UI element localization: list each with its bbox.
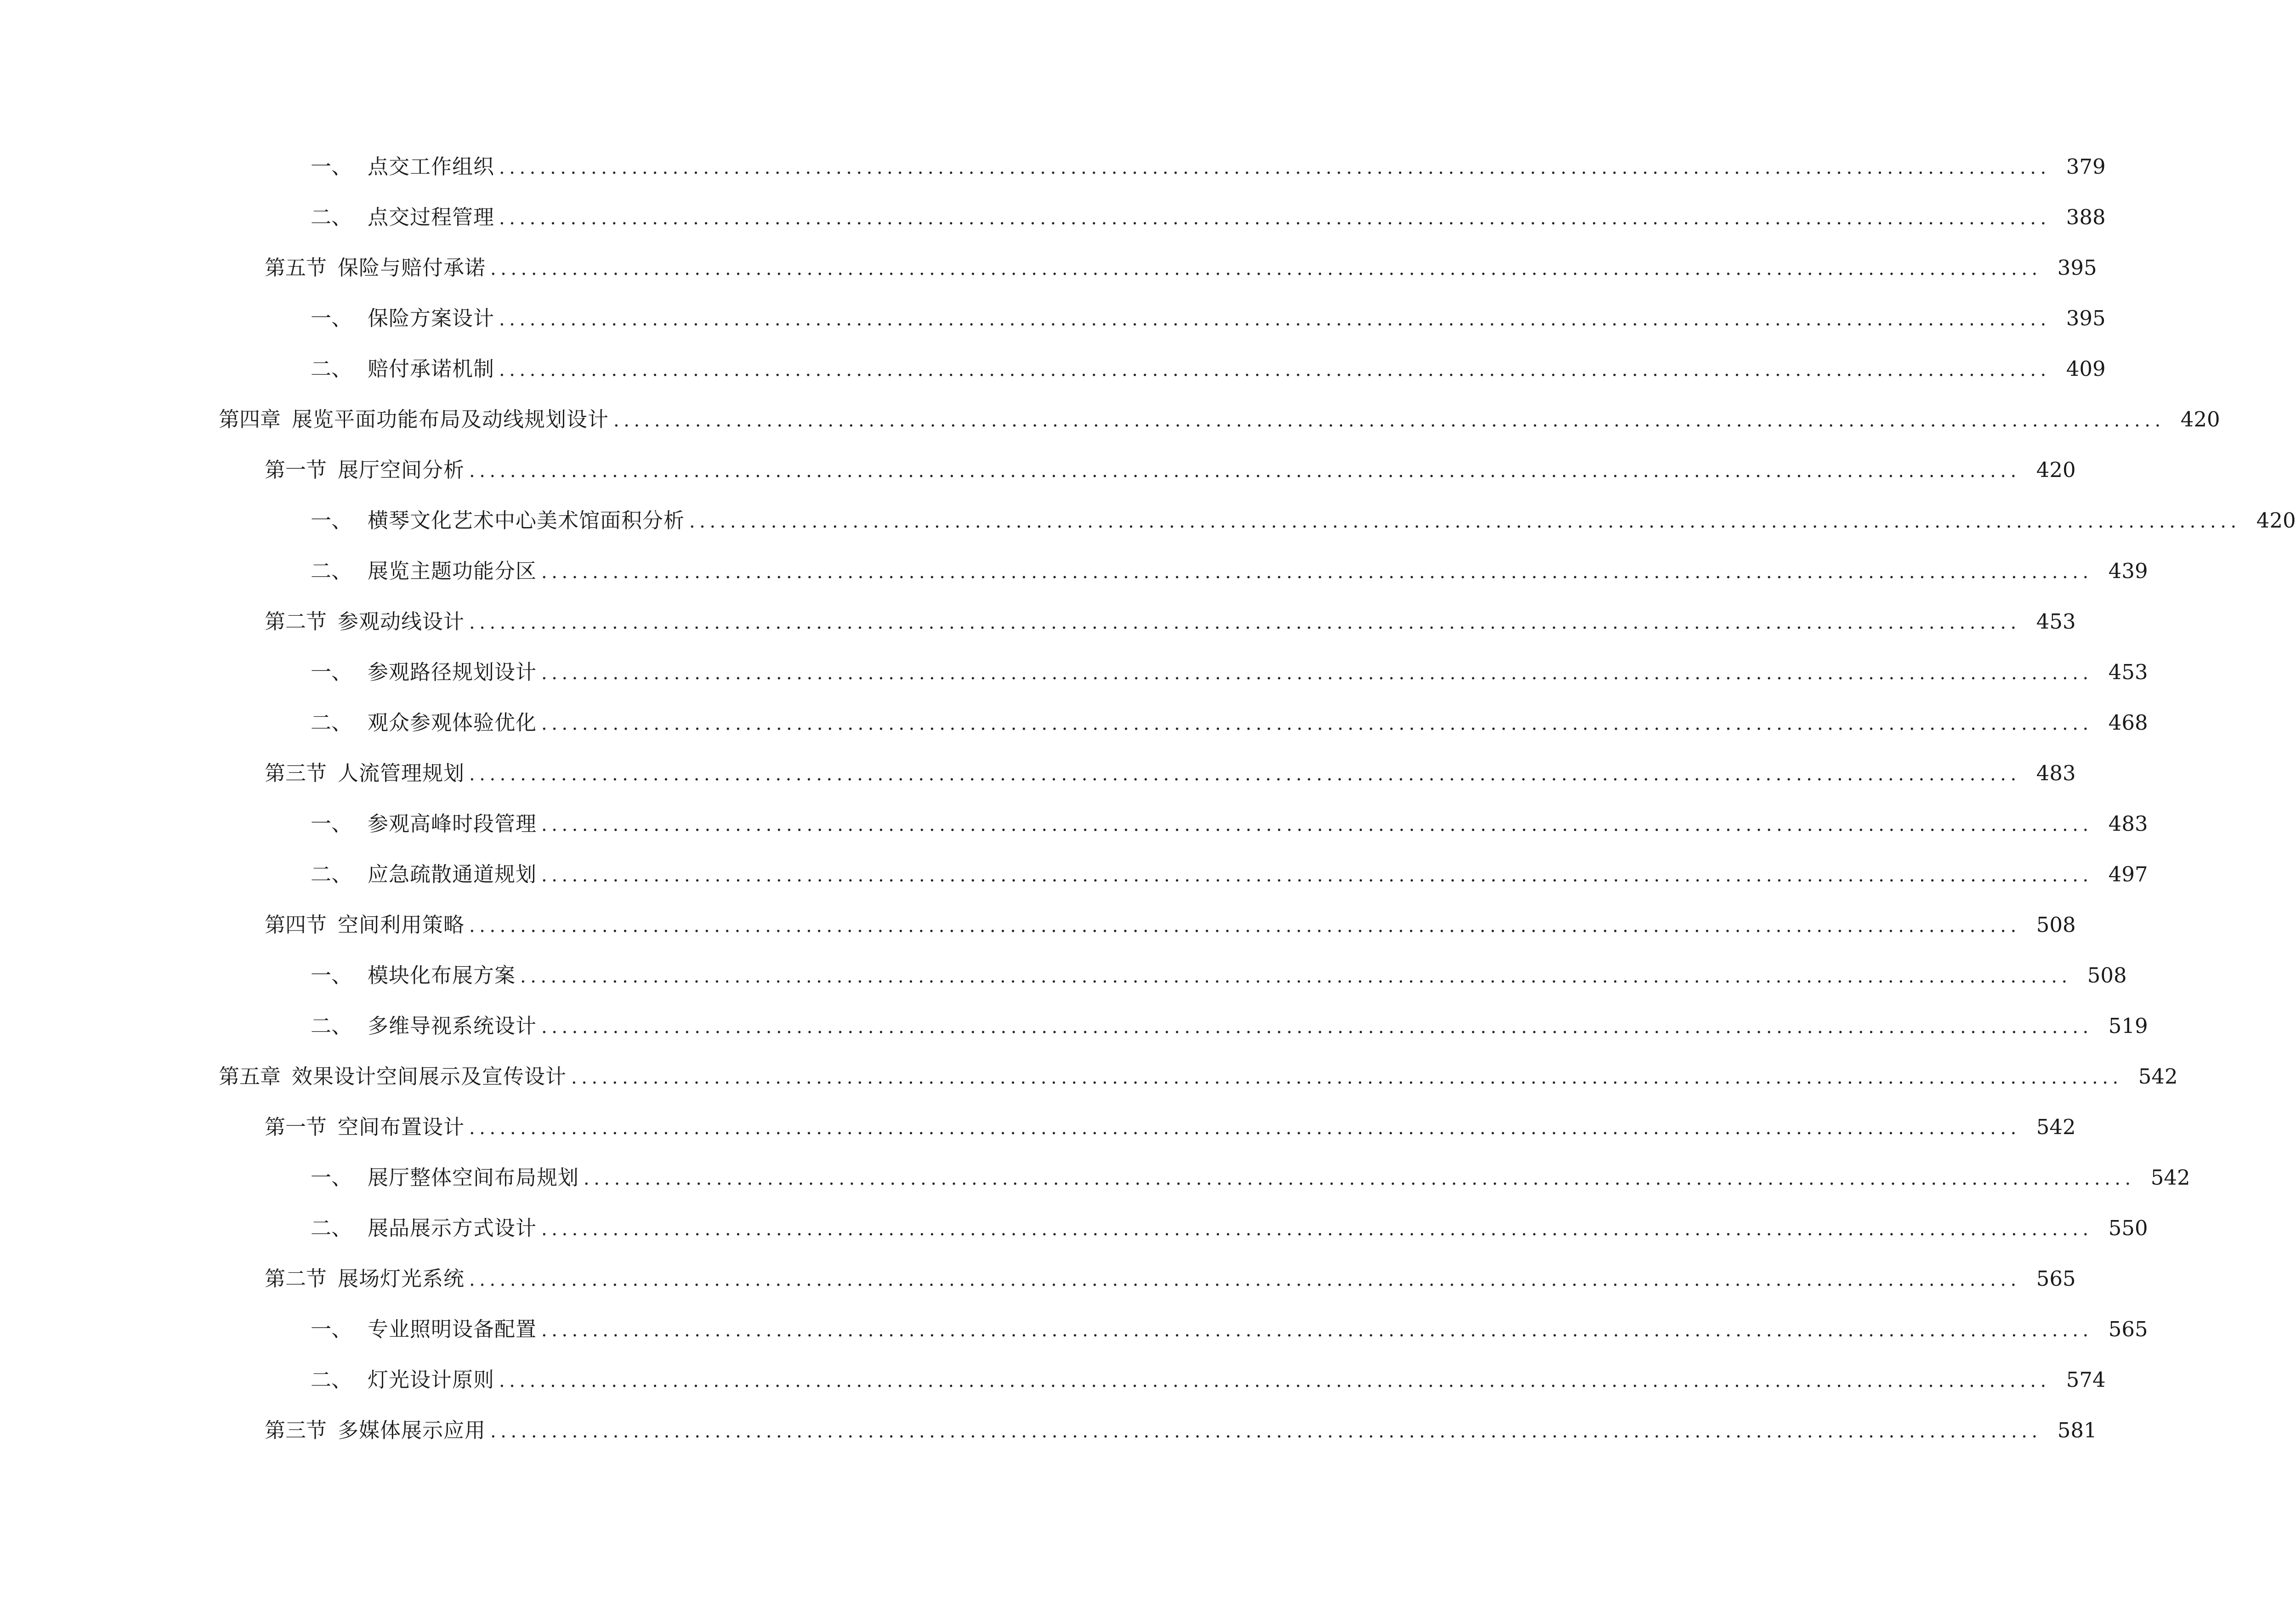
toc-entry[interactable] — [0, 900, 2076, 950]
toc-entry-number: 一、 — [311, 508, 352, 533]
toc-entry-title: 展品展示方式设计 — [368, 1216, 537, 1240]
toc-entry-number: 二、 — [311, 862, 352, 886]
toc-entry-number: 第五章 — [219, 1064, 281, 1089]
toc-entry-number: 第五节 — [265, 255, 327, 280]
toc-entry-number: 一、 — [311, 812, 352, 836]
dot-leader: ........................................................................................................................................................ — [541, 865, 2093, 886]
toc-entry-number: 第四节 — [265, 913, 327, 937]
toc-entry-number: 一、 — [311, 660, 352, 684]
toc-entry-number: 第三节 — [265, 1418, 327, 1442]
dot-leader: ........................................................................................................................................................ — [499, 309, 2051, 330]
toc-entry-page: 409 — [2066, 357, 2106, 381]
toc-entry-number: 二、 — [311, 710, 352, 735]
toc-entry-title: 赔付承诺机制 — [368, 357, 495, 381]
toc-entry-title: 展览主题功能分区 — [368, 559, 537, 583]
toc-entry-number: 二、 — [311, 559, 352, 583]
toc-entry-page: 420 — [2256, 508, 2296, 533]
dot-leader: ........................................................................................................................................................ — [541, 562, 2093, 583]
toc-entry-number: 第三节 — [265, 761, 327, 785]
toc-entry-title: 空间利用策略 — [338, 913, 465, 937]
dot-leader: ........................................................................................................................................................ — [499, 157, 2051, 178]
toc-entry-heading — [311, 508, 685, 534]
toc-entry-heading — [265, 457, 465, 483]
toc-entry-title: 展览平面功能布局及动线规划设计 — [292, 407, 609, 431]
toc-entry-heading — [265, 1418, 486, 1443]
toc-entry[interactable] — [0, 243, 2097, 293]
toc-entry[interactable] — [0, 647, 2148, 698]
toc-entry-page: 519 — [2108, 1014, 2148, 1038]
toc-entry-title: 横琴文化艺术中心美术馆面积分析 — [368, 508, 685, 533]
dot-leader: ........................................................................................................................................................ — [469, 612, 2021, 633]
toc-entry-number: 第一节 — [265, 1115, 327, 1139]
dot-leader: ........................................................................................................................................................ — [541, 713, 2093, 734]
toc-entry-page: 565 — [2108, 1317, 2148, 1341]
toc-entry[interactable] — [0, 142, 2106, 192]
toc-entry-title: 多维导视系统设计 — [368, 1014, 537, 1038]
toc-entry-title: 模块化布展方案 — [368, 963, 516, 988]
toc-entry-page: 420 — [2036, 458, 2076, 482]
toc-entry-page: 550 — [2108, 1216, 2148, 1240]
toc-entry-number: 二、 — [311, 1014, 352, 1038]
dot-leader: ........................................................................................................................................................ — [613, 410, 2165, 431]
toc-entry-title: 保险与赔付承诺 — [338, 255, 486, 280]
toc-entry-title: 参观动线设计 — [338, 609, 465, 634]
toc-entry[interactable] — [0, 192, 2106, 243]
toc-entry-number: 二、 — [311, 1368, 352, 1392]
toc-entry-number: 二、 — [311, 357, 352, 381]
toc-entry-number: 一、 — [311, 1165, 352, 1190]
toc-entry-heading — [311, 356, 494, 382]
toc-entry-heading — [311, 1317, 537, 1342]
dot-leader: ........................................................................................................................................................ — [541, 1320, 2093, 1341]
toc-entry[interactable] — [0, 495, 2296, 546]
toc-entry-heading — [219, 1064, 567, 1090]
toc-entry-title: 空间布置设计 — [338, 1115, 465, 1139]
toc-entry-page: 453 — [2108, 660, 2148, 684]
toc-entry-heading — [265, 761, 465, 786]
toc-entry-page: 542 — [2138, 1064, 2178, 1089]
dot-leader: ........................................................................................................................................................ — [541, 814, 2093, 835]
toc-entry-heading — [311, 1367, 494, 1393]
toc-entry-title: 展厅整体空间布局规划 — [368, 1165, 579, 1190]
dot-leader: ........................................................................................................................................................ — [490, 258, 2042, 279]
toc-entry-heading — [311, 1215, 537, 1241]
toc-entry-number: 第二节 — [265, 609, 327, 634]
toc-entry-title: 保险方案设计 — [368, 306, 495, 330]
dot-leader: ........................................................................................................................................................ — [469, 1269, 2021, 1290]
toc-entry-page: 574 — [2066, 1368, 2106, 1392]
toc-entry[interactable] — [0, 596, 2076, 647]
toc-entry-page: 581 — [2057, 1418, 2097, 1442]
toc-entry-page: 439 — [2108, 559, 2148, 583]
toc-entry[interactable] — [0, 1254, 2076, 1304]
dot-leader: ........................................................................................................................................................ — [541, 663, 2093, 684]
toc-entry-page: 388 — [2066, 205, 2106, 229]
toc-entry-heading — [265, 255, 486, 281]
toc-entry-title: 效果设计空间展示及宣传设计 — [292, 1064, 567, 1089]
dot-leader: ........................................................................................................................................................ — [520, 966, 2072, 987]
toc-entry-heading — [311, 1165, 579, 1191]
toc-entry[interactable] — [0, 1355, 2106, 1405]
toc-entry-heading — [265, 609, 465, 635]
toc-entry-number: 第一节 — [265, 458, 327, 482]
toc-entry-title: 多媒体展示应用 — [338, 1418, 486, 1442]
toc-entry-page: 483 — [2036, 761, 2076, 785]
toc-entry[interactable] — [0, 698, 2148, 748]
toc-entry-title: 观众参观体验优化 — [368, 710, 537, 735]
toc-entry[interactable] — [0, 950, 2127, 1001]
toc-entry-heading — [311, 1013, 537, 1039]
toc-entry-heading — [311, 659, 537, 685]
dot-leader: ........................................................................................................................................................ — [499, 359, 2051, 380]
toc-entry-page: 395 — [2066, 306, 2106, 330]
toc-entry-number: 一、 — [311, 1317, 352, 1341]
toc-entry[interactable] — [0, 344, 2106, 394]
toc-entry-title: 参观路径规划设计 — [368, 660, 537, 684]
toc-entry-number: 第二节 — [265, 1266, 327, 1291]
dot-leader: ........................................................................................................................................................ — [541, 1016, 2093, 1038]
toc-entry-page: 483 — [2108, 812, 2148, 836]
toc-entry[interactable] — [0, 445, 2076, 495]
dot-leader: ........................................................................................................................................................ — [490, 1421, 2042, 1442]
toc-entry[interactable] — [0, 394, 2220, 445]
toc-entry-page: 542 — [2150, 1165, 2190, 1190]
toc-entry-page: 420 — [2180, 407, 2220, 431]
toc-entry[interactable] — [0, 748, 2076, 799]
toc-entry-title: 展厅空间分析 — [338, 458, 465, 482]
toc-entry-page: 508 — [2087, 963, 2127, 988]
toc-entry-page: 565 — [2036, 1266, 2076, 1291]
toc-entry-title: 人流管理规划 — [338, 761, 465, 785]
toc-entry-title: 点交过程管理 — [368, 205, 495, 229]
toc-entry-heading — [311, 204, 494, 230]
toc-entry-heading — [311, 558, 537, 584]
toc-entry-page: 453 — [2036, 609, 2076, 634]
dot-leader: ........................................................................................................................................................ — [469, 460, 2021, 482]
toc-entry-number: 一、 — [311, 154, 352, 179]
dot-leader: ........................................................................................................................................................ — [469, 1118, 2021, 1139]
dot-leader: ........................................................................................................................................................ — [541, 1219, 2093, 1240]
toc-entry-heading — [311, 154, 494, 180]
toc-entry-page: 379 — [2066, 154, 2106, 179]
toc-entry-title: 展场灯光系统 — [338, 1266, 465, 1291]
toc-entry-number: 一、 — [311, 306, 352, 330]
toc-entry-heading — [311, 862, 537, 887]
dot-leader: ........................................................................................................................................................ — [689, 511, 2241, 532]
toc-entry-heading — [219, 407, 609, 432]
toc-entry-title: 参观高峰时段管理 — [368, 812, 537, 836]
toc-entry-title: 点交工作组织 — [368, 154, 495, 179]
dot-leader: ........................................................................................................................................................ — [499, 208, 2051, 229]
dot-leader: ........................................................................................................................................................ — [499, 1370, 2051, 1391]
toc-entry-title: 灯光设计原则 — [368, 1368, 495, 1392]
dot-leader: ........................................................................................................................................................ — [571, 1067, 2123, 1088]
dot-leader: ........................................................................................................................................................ — [469, 764, 2021, 785]
toc-entry[interactable] — [0, 1152, 2190, 1203]
toc-entry-heading — [311, 811, 537, 837]
table-of-contents — [0, 142, 2296, 1456]
toc-entry-number: 一、 — [311, 963, 352, 988]
dot-leader: ........................................................................................................................................................ — [584, 1168, 2135, 1189]
toc-entry-heading — [311, 306, 494, 331]
toc-entry-heading — [311, 963, 516, 988]
toc-entry[interactable] — [0, 849, 2148, 900]
toc-entry[interactable] — [0, 1203, 2148, 1254]
dot-leader: ........................................................................................................................................................ — [469, 915, 2021, 937]
toc-entry-heading — [265, 1266, 465, 1292]
toc-entry-number: 二、 — [311, 1216, 352, 1240]
toc-entry[interactable] — [0, 1304, 2148, 1355]
toc-entry-number: 二、 — [311, 205, 352, 229]
toc-entry[interactable] — [0, 1102, 2076, 1152]
toc-entry-heading — [265, 912, 465, 938]
toc-entry-page: 468 — [2108, 710, 2148, 735]
toc-entry-heading — [311, 710, 537, 736]
toc-entry-title: 专业照明设备配置 — [368, 1317, 537, 1341]
toc-entry-page: 508 — [2036, 913, 2076, 937]
toc-entry[interactable] — [0, 1051, 2178, 1102]
toc-entry[interactable] — [0, 293, 2106, 344]
toc-entry-number: 第四章 — [219, 407, 281, 431]
toc-entry[interactable] — [0, 1001, 2148, 1051]
toc-entry[interactable] — [0, 799, 2148, 849]
toc-entry-heading — [265, 1114, 465, 1140]
toc-entry[interactable] — [0, 546, 2148, 596]
toc-entry-title: 应急疏散通道规划 — [368, 862, 537, 886]
toc-entry-page: 497 — [2108, 862, 2148, 886]
toc-entry[interactable] — [0, 1405, 2097, 1456]
toc-entry-page: 395 — [2057, 255, 2097, 280]
toc-entry-page: 542 — [2036, 1115, 2076, 1139]
